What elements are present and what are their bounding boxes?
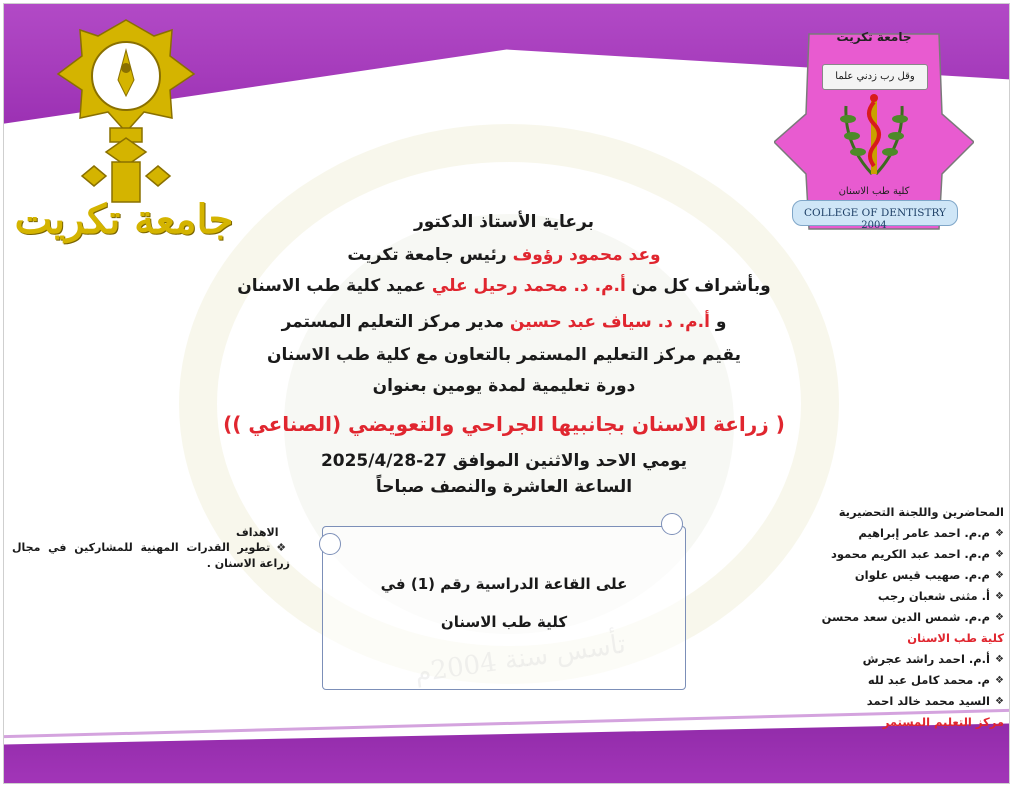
lecturer-item: ❖ م.م. صهيب قيس علوان [764,565,1004,586]
tikrit-emblem-icon [14,16,239,206]
lecturer-item: ❖ م.م. احمد عبد الكريم محمود [764,544,1004,565]
university-president-role: رئيس جامعة تكريت [347,245,507,265]
objective-item: تطوير القدرات المهنية للمشاركين في مجال زراعة الاسنان . [12,541,290,570]
scroll-curl-icon [661,513,683,535]
diamond-bullet-icon: ❖ [276,541,290,554]
dentistry-logo-faculty: كلية طب الاسنان [838,186,910,197]
scroll-curl-icon [319,533,341,555]
dentistry-logo-year: 2004 [861,220,887,231]
course-title: ( زراعة الاسنان بجانبيها الجراحي والتعويضي (الصناعي )) [223,412,785,436]
and-prefix: و [715,312,727,332]
lecturers-heading: المحاضرين واللجنة التحضيرية [838,505,1004,519]
course-date: يومي الاحد والاثنين الموافق 27-2025/4/28 [320,451,688,471]
poster [3,3,1010,784]
lecturer-item: ❖ أ. مثنى شعبان رجب [764,586,1004,607]
supervision-prefix: وبأشراف كل من [631,276,771,296]
dentistry-logo-ribbon: COLLEGE OF DENTISTRY [792,200,958,226]
group-label-continuing-education: مركز التعليم المستمر [882,715,1004,729]
objectives-heading: الاهداف [236,526,279,539]
center-director-role: مدير مركز التعليم المستمر [281,312,504,332]
announcement-line-6: دورة تعليمية لمدة يومين بعنوان [372,376,636,396]
dean-name: أ.م. د. محمد رحيل علي [431,276,626,296]
lecturer-item: ❖ م.م. احمد عامر إبراهيم [764,523,1004,544]
announcement-line-1: برعاية الأستاذ الدكتور [413,212,595,232]
announcement-line-5: يقيم مركز التعليم المستمر بالتعاون مع كلية طب الاسنان [267,345,741,365]
objectives-text [12,540,290,572]
dentistry-logo-university: جامعة تكريت [836,30,912,44]
tikrit-logo-wordmark: جامعة تكريت [14,196,234,243]
dean-role: عميد كلية طب الاسنان [237,276,426,296]
lecturer-item: ❖ م. محمد كامل عبد لله [764,670,1004,691]
course-time: الساعة العاشرة والنصف صباحاً [375,477,633,497]
lecturer-item: ❖ أ.م. احمد راشد عجرش [764,649,1004,670]
lecturer-item: ❖ السيد محمد خالد احمد [764,691,1004,712]
announcement-line-3 [214,273,794,299]
lecturers-list [764,502,1004,733]
lecturer-item: ❖ م.م. شمس الدين سعد محسن [764,607,1004,628]
center-director-name: أ.م. د. سياف عبد حسين [509,312,710,332]
college-of-dentistry-logo [774,24,974,254]
venue-college: كلية طب الاسنان [440,613,568,631]
dentistry-logo-motto: وقل رب زدني علما [822,64,928,90]
venue-scroll-box [322,526,686,690]
announcement-line-4 [214,309,794,335]
university-president-name: وعد محمود رؤوف [512,245,661,265]
announcement-line-2 [214,242,794,268]
group-label-dentistry: كلية طب الاسنان [907,631,1004,645]
venue-hall: على القاعة الدراسية رقم (1) في [380,575,628,593]
